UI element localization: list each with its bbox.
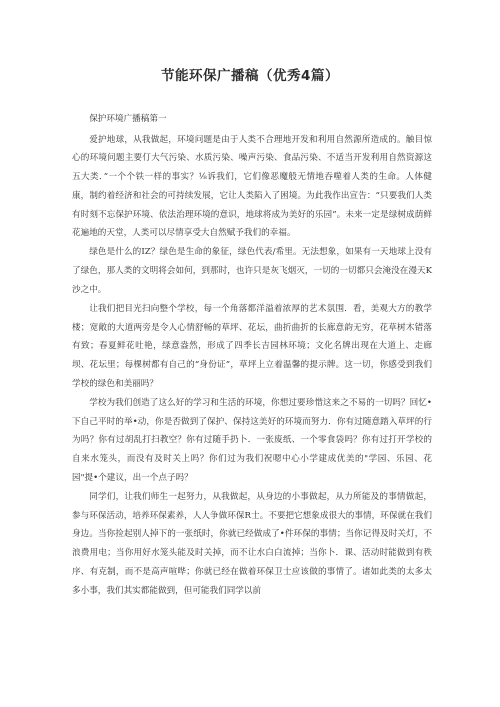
paragraph: 让我们把目光扫向整个学校，每一个角落都洋溢着浓厚的艺术氛围．看，美观大方的教学楼；宽敞的大道两旁是令人心情舒畅的草坪、花坛，曲折曲折的长廊意韵无穷，花草树木错落有致；春夏鲜花吐艳，绿意盎然，形成了四季长吉园林环境；文化名牌出现在大道上、走廊坝、花坛里；每棵树都有自己的“身份证”，草坪上立着温馨的提示牌。这一切，你感受到我们学校的绿色和美丽吗？ [72,304,432,389]
paragraph: 爱护地球，从我做起，环境问题是由于人类不合理地开发和利用自然源所造成的。触目惊心的环境问题主要仃大气污染、水质污染、噪声污染、食品污染、不适当开发利用自然资源这五大类．”一个个铁一样的事实？⅛诉我们，它们像恶魔般无情地吞噬着人类的生命。人体健康，制约着经济和社会的可持续发展，它让人类陷入了困境。为此我作出宣告：“只要我们人类有时刻不忘保护环境、依法治理环境的意识，地球将成为美好的乐园”。未来一定是绿树成荫鲜花遍地的天堂，人类可以尽情享受大自然赋予我们的幸福。 [72,134,432,239]
page-title: 节能环保广播稿（优秀4篇） [161,68,339,84]
paragraph: 同学们，让我们师生一起努力，从我做起，从身边的小事做起，从力所能及的事情做起，参与环保活动，培养环保素养，人人争做环保R士。不要把它想象成很大的事情，环保就在我们身边。当你捡起别人掉下的一张纸时，你就已经做成了•件环保的事情；当你记得及时关灯，不浪费用电；当你用好水笼头能及时关掉，而不让水白白流掉；当你卜．课、活动时能做到有秩序、有克制，而不是高声喧哗；你就已经在做着环保卫士应该做的事情了。诸如此类的太多太多小事，我们其实都能做到，但可能我们同学以前 [72,492,432,596]
paragraph: 绿色是什么的IZ？绿色是生命的象征，绿色代表/希里。无法想象，如果有一天地球上没有了绿色，那人类的文明将会如何，到那时，也许只是灰飞烟灭，一切的一切都只会淹没在漫天K沙之中。 [72,247,432,295]
section-heading: 保护环境广播稿第一 [89,114,167,124]
paragraph: 学校为我们创造了这么好的学习和生活的环境，你想过要珍惜这来之不易的一切吗？回忆•下自己平时的举•动，你是否做到了保护、保持这美好的环境而努力．你有过随意踏入草坪的行为吗？你有过胡乱打扫教空？你有过随手扔卜．一张废纸、一个零食袋吗？你有过打开学校的自来水笼头，而没有及时关上吗？你们过为我们祝嗯中心小学建成优美的"学园、乐园、花园"提•个建议，出一个点子吗？ [72,398,432,483]
document-body [72,110,432,601]
